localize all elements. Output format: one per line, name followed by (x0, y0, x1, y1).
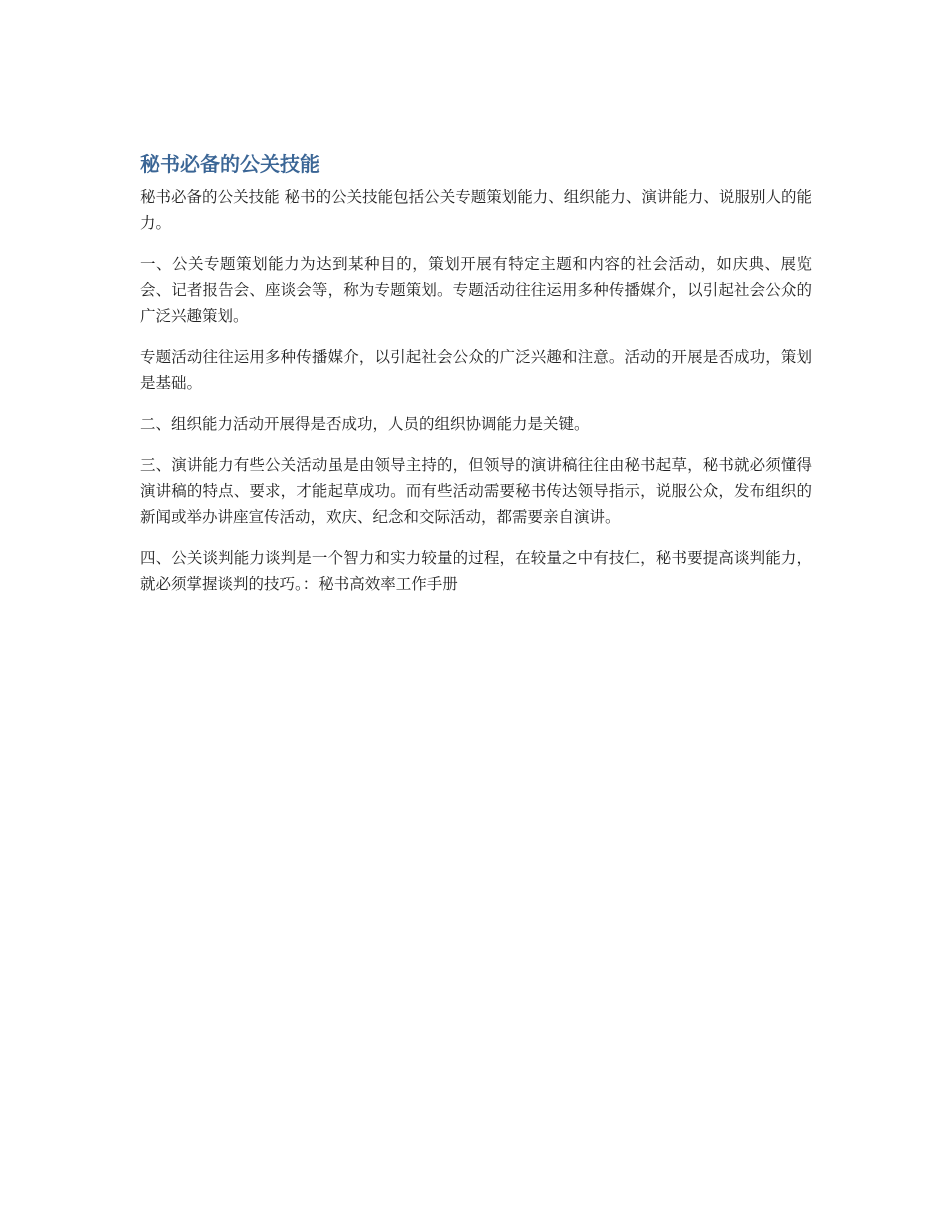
paragraph-organization: 二、组织能力活动开展得是否成功，人员的组织协调能力是关键。 (140, 415, 590, 433)
paragraph-negotiation: 四、公关谈判能力谈判是一个智力和实力较量的过程，在较量之中有技仁，秘书要提高谈判能力，就必须掌握谈判的技巧。：秘书高效率工作手册 (140, 549, 812, 593)
paragraph-intro: 秘书必备的公关技能 秘书的公关技能包括公关专题策划能力、组织能力、演讲能力、说服别人的能力。 (140, 188, 812, 232)
paragraph-speech: 三、演讲能力有些公关活动虽是由领导主持的，但领导的演讲稿往往由秘书起草，秘书就必须懂得演讲稿的特点、要求，才能起草成功。而有些活动需要秘书传达领导指示，说服公众，发布组织的新闻或举办讲座宣传活动，欢庆、纪念和交际活动，都需要亲自演讲。 (140, 456, 812, 526)
document-body (140, 148, 812, 612)
paragraph-planning: 一、公关专题策划能力为达到某种目的，策划开展有特定主题和内容的社会活动，如庆典、展览会、记者报告会、座谈会等，称为专题策划。专题活动往往运用多种传播媒介，以引起社会公众的广泛兴趣策划。 (140, 255, 812, 325)
paragraph-media: 专题活动往往运用多种传播媒介，以引起社会公众的广泛兴趣和注意。活动的开展是否成功，策划是基础。 (140, 348, 812, 392)
document-title: 秘书必备的公关技能 (140, 152, 320, 176)
